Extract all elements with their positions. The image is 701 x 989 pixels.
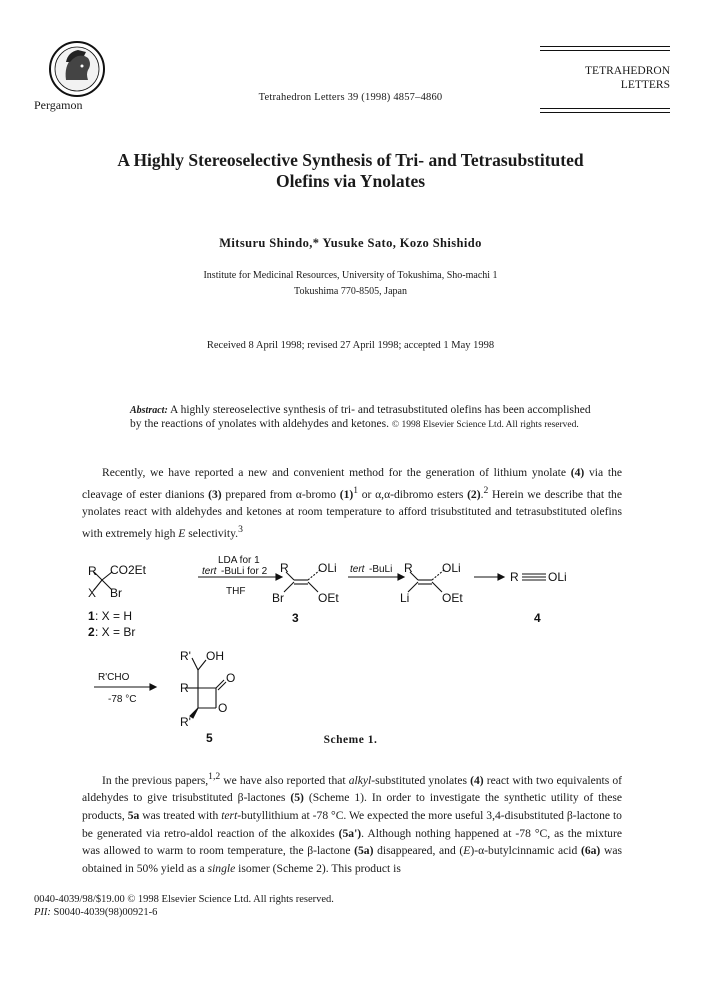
affiliation (0, 268, 701, 300)
scheme-co2et: CO2Et (110, 563, 147, 577)
affiliation-line-2: Tokushima 770-8505, Japan (294, 286, 407, 297)
scheme-oet-3: OEt (318, 591, 339, 605)
scheme-reagent-thf: THF (226, 586, 246, 597)
scheme-r-3: R (280, 561, 289, 575)
author-list: Mitsuru Shindo,* Yusuke Sato, Kozo Shishido (219, 236, 482, 250)
received-dates: Received 8 April 1998; revised 27 April 1998; accepted 1 May 1998 (206, 340, 495, 351)
p1-cite-2: 2 (483, 484, 489, 496)
footer-pii: S0040-4039(98)00921-6 (50, 907, 158, 918)
p2-ref-5: (5) (290, 791, 304, 805)
p1-italic-e: E (178, 526, 186, 540)
p1-ref-2: (2) (467, 487, 481, 501)
p1-text-l: Herein we describe that the ynolates react with aldehydes and ketones at room temperature to afford trisubstituted and tetrasubstituted olefins with extremely high (82, 487, 622, 540)
p2-italic-single: single (207, 861, 236, 875)
scheme-reagent-tbuli-a: tert (202, 566, 217, 577)
journal-name (540, 64, 670, 92)
scheme-caption: Scheme 1. (323, 734, 378, 746)
scheme-r-1: R (88, 564, 97, 578)
p2-text-i: (Scheme 1). In order to investigate the synthetic utility of these products, (82, 791, 623, 823)
p1-text-h: or α,α-dibromo esters (358, 487, 468, 501)
scheme-r-dianion: R (404, 561, 413, 575)
p2-ref-4: (4) (470, 773, 484, 787)
p2-ref-5ap: (5a') (338, 826, 362, 840)
scheme-label-1-text: : X = H (95, 609, 133, 623)
p1-text-c: via the cleavage of ester dianions (82, 466, 623, 501)
article-title (60, 150, 641, 192)
scheme-temp: -78 °C (108, 694, 137, 705)
journal-citation: Tetrahedron Letters 39 (1998) 4857–4860 (258, 92, 443, 103)
scheme-rp-top: R' (180, 649, 191, 663)
scheme-oli-dianion: OLi (442, 561, 461, 575)
p1-cite-1: 1 (353, 484, 359, 496)
abstract-label: Abstract: (130, 405, 168, 416)
scheme-reagent-tbuli-b: -BuLi for 2 (221, 566, 268, 577)
scheme-r-5: R (180, 681, 189, 695)
publisher-logo (48, 40, 106, 98)
p2-text-k: was treated with (139, 809, 222, 823)
p2-text-c: we have also reported that (220, 773, 349, 787)
scheme-o-ring: O (218, 701, 228, 715)
p2-text-u: was obtained in 50% yield as a (82, 844, 622, 875)
abstract-text: A highly stereoselective synthesis of tri- and tetrasubstituted olefins has been accomplished by the reactions of ynolates with aldehydes and ketones. (130, 404, 591, 430)
p1-text-j: . (480, 487, 484, 501)
scheme-rp-bottom: R' (180, 715, 191, 729)
journal-name-line2: LETTERS (620, 79, 670, 91)
header-rule-bottom-2 (540, 112, 670, 113)
p1-text-e: prepared from α-bromo (221, 487, 340, 501)
p2-text-q: disappeared, and ( (373, 844, 464, 858)
p1-text-n: selectivity. (185, 526, 239, 540)
p2-text-o: . Although nothing happened at -78 °C, as the mixture was allowed to warm to room temperature, the β-lactone (82, 826, 622, 858)
scheme-1-figure (80, 550, 640, 750)
header-rule-top-2 (540, 50, 670, 51)
p2-text-s: )-α-butylcinnamic acid (470, 844, 581, 858)
body-paragraph-2 (82, 768, 622, 877)
p1-cite-3: 3 (238, 523, 243, 535)
footer (34, 893, 334, 919)
scheme-step2-a: tert (350, 564, 365, 575)
p2-ref-6a: (6a) (580, 844, 601, 858)
scheme-oh: OH (206, 649, 224, 663)
p1-ref-3: (3) (208, 487, 222, 501)
publisher-name: Pergamon (34, 98, 83, 112)
scheme-step2-b: -BuLi (369, 564, 393, 575)
scheme-li-dianion: Li (400, 591, 410, 605)
p1-text-a: Recently, we have reported a new and convenient method for the generation of lithium ynolate (102, 466, 571, 479)
header-rule-bottom (540, 108, 670, 109)
abstract-copyright: © 1998 Elsevier Science Ltd. All rights reserved. (391, 419, 579, 430)
header-rule-top (540, 46, 670, 47)
p2-italic-tert: tert (221, 809, 238, 823)
scheme-label-2-text: : X = Br (95, 625, 136, 639)
scheme-aldehyde: R'CHO (98, 672, 130, 683)
p2-text-g: react with two equivalents of aldehydes to give trisubstituted β-lactones (82, 773, 622, 805)
scheme-reagent-lda: LDA for 1 (218, 555, 260, 566)
p2-text-a: In the previous papers, (102, 773, 209, 787)
scheme-x: X (88, 586, 97, 600)
p2-ref-5a: 5a (127, 809, 140, 823)
journal-name-line1: TETRAHEDRON (585, 65, 670, 77)
scheme-ynolate-r: R (510, 570, 519, 584)
p2-italic-alkyl: alkyl (348, 773, 372, 787)
footer-pii-label: PII: (34, 907, 51, 918)
p2-text-m: -butyllithium at -78 °C. We expected the more useful 3,4-disubstituted β-lactone to be generated via retro-aldol reaction of the alkoxides (82, 809, 622, 840)
body-paragraph-1 (82, 464, 622, 542)
footer-copyright: 0040-4039/98/$19.00 © 1998 Elsevier Science Ltd. All rights reserved. (34, 894, 334, 905)
p2-ref-5a-2: (5a) (354, 844, 374, 858)
scheme-label-3: 3 (292, 611, 299, 625)
p2-text-w: isomer (Scheme 2). This product is (235, 861, 401, 875)
p2-italic-e: E (463, 844, 471, 858)
scheme-label-4: 4 (534, 611, 541, 625)
title-line-2: Olefins via Ynolates (275, 171, 426, 191)
p2-text-e: -substituted ynolates (371, 773, 471, 787)
p1-ref-4: (4) (570, 466, 585, 479)
p1-ref-1: (1) (339, 487, 354, 501)
scheme-oet-dianion: OEt (442, 591, 463, 605)
scheme-ynolate-oli: OLi (548, 570, 567, 584)
scheme-label-5: 5 (206, 731, 213, 745)
p2-cite: 1,2 (208, 771, 221, 782)
scheme-br-3: Br (272, 591, 284, 605)
scheme-br-1: Br (110, 586, 122, 600)
scheme-label-2: 2 (88, 625, 95, 639)
scheme-o-carbonyl: O (226, 671, 236, 685)
scheme-label-1: 1 (88, 609, 95, 623)
scheme-oli-3: OLi (318, 561, 337, 575)
affiliation-line-1: Institute for Medicinal Resources, University of Tokushima, Sho-machi 1 (203, 270, 498, 281)
title-line-1: A Highly Stereoselective Synthesis of Tri- and Tetrasubstituted (117, 150, 584, 170)
abstract (130, 404, 600, 431)
